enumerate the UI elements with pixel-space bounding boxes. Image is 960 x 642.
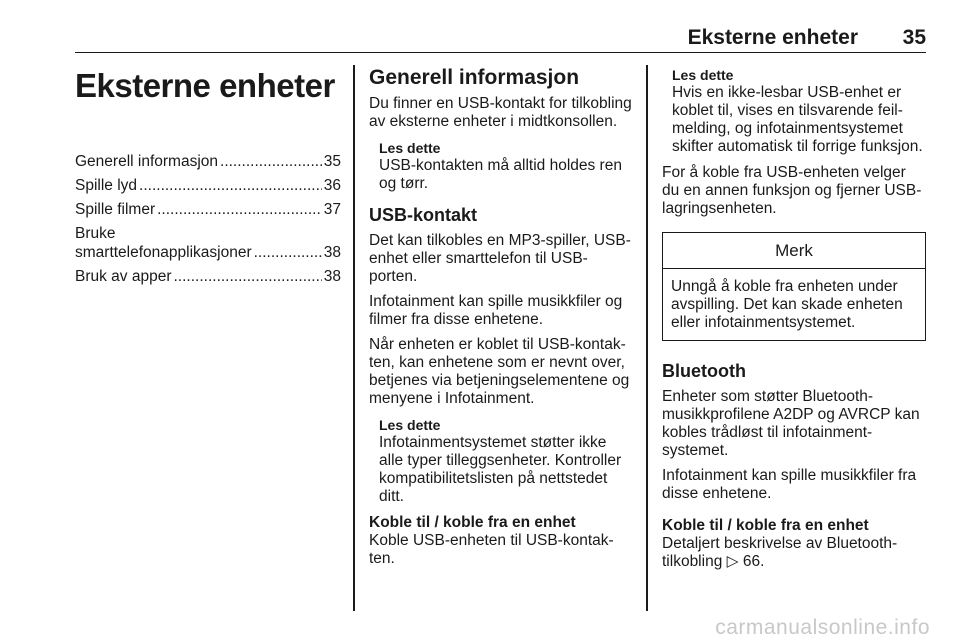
toc-entry-title: Spille lyd [75, 177, 138, 194]
section-heading: Generell informasjon [369, 66, 580, 89]
paragraph-text: Detaljert beskrivelse av Bluetooth-tilkobling [662, 535, 898, 570]
subheading: Koble til / koble fra en enhet [662, 517, 869, 534]
caution-text: Unngå å koble fra enheten under avspilling. Det kan skade enheten eller infotainmentsystemet. [671, 278, 903, 331]
toc-leader [157, 200, 322, 219]
toc-entry-title-cont: smarttelefonapplikasjoner [75, 244, 252, 261]
header-page-number: 35 [902, 26, 926, 49]
toc-entry-page: 35 [323, 153, 341, 170]
paragraph: Det kan tilkobles en MP3-spiller, USB-enhet eller smarttelefon til USB-porten. [369, 232, 631, 285]
paragraph: Du finner en USB-kontakt for tilkobling av eksterne enheter i midtkonsollen. [369, 95, 632, 130]
toc-leader [174, 267, 322, 286]
toc-entry[interactable] [75, 224, 341, 262]
toc-entry-page: 38 [323, 244, 341, 261]
page-header [75, 26, 926, 53]
toc-entry-title: Spille filmer [75, 201, 156, 218]
toc-leader [139, 176, 322, 195]
paragraph: For å koble fra USB-enheten velger du en annen funksjon og fjerner USB-lagringsenheten. [662, 164, 922, 217]
subheading: Koble til / koble fra en enhet [369, 514, 576, 531]
toc-entry-title: Bruke [75, 225, 116, 242]
page-reference[interactable]: 66. [742, 553, 765, 570]
toc-column [75, 66, 341, 291]
note-label: Les dette [379, 417, 441, 433]
paragraph [662, 535, 926, 571]
header-title: Eksterne enheter [687, 26, 858, 49]
note [672, 66, 926, 156]
toc-leader [220, 152, 322, 171]
note-text: Infotainmentsystemet støtter ikke alle typer tilleggsenheter. Kontroller kompatibilitetslisten på nettstedet ditt. [379, 434, 622, 505]
section-heading: Bluetooth [662, 361, 746, 381]
toc-entry-title: Generell informasjon [75, 153, 219, 170]
note-text: Hvis en ikke-lesbar USB-enhet er koblet til, vises en tilsvarende feilmelding, og infotainmentsystemet skifter automatisk til forrige funksjon. [672, 84, 923, 155]
toc-entry[interactable] [75, 200, 341, 219]
content-column-right [662, 66, 926, 578]
note [379, 139, 632, 193]
caution-box [662, 232, 926, 341]
toc-entry[interactable] [75, 152, 341, 171]
paragraph: Koble USB-enheten til USB-kontakten. [369, 532, 614, 567]
paragraph: Infotainment kan spille musikkfiler fra disse enhetene. [662, 467, 917, 502]
toc-entry-title: Bruk av apper [75, 268, 172, 285]
content-column-middle [369, 66, 632, 575]
paragraph: Enheter som støtter Bluetooth-musikkprofilene A2DP og AVRCP kan kobles trådløst til infotainmentsystemet. [662, 388, 920, 459]
section-heading: USB-kontakt [369, 205, 478, 225]
paragraph: Infotainment kan spille musikkfiler og filmer fra disse enhetene. [369, 293, 623, 328]
note-label: Les dette [672, 67, 734, 83]
toc-entry-page: 38 [323, 268, 341, 285]
page-reference-arrow-icon: ▷ [726, 553, 739, 570]
toc-entry-page: 36 [323, 177, 341, 194]
column-divider [353, 65, 355, 611]
column-divider [646, 65, 648, 611]
watermark: carmanualsonline.info [715, 616, 930, 639]
note-label: Les dette [379, 140, 441, 156]
note-text: USB-kontakten må alltid holdes ren og tørr. [379, 157, 622, 192]
chapter-title: Eksterne enheter [75, 67, 335, 104]
toc-entry[interactable] [75, 267, 341, 286]
note [379, 416, 632, 506]
paragraph: Når enheten er koblet til USB-kontakten, kan enhetene som er nevnt over, betjenes via betjeningselementene og menyene i Infotainment. [369, 336, 630, 407]
caution-title: Merk [663, 233, 925, 269]
toc-entry-page: 37 [323, 201, 341, 218]
toc-entry[interactable] [75, 176, 341, 195]
toc-leader [254, 243, 322, 262]
